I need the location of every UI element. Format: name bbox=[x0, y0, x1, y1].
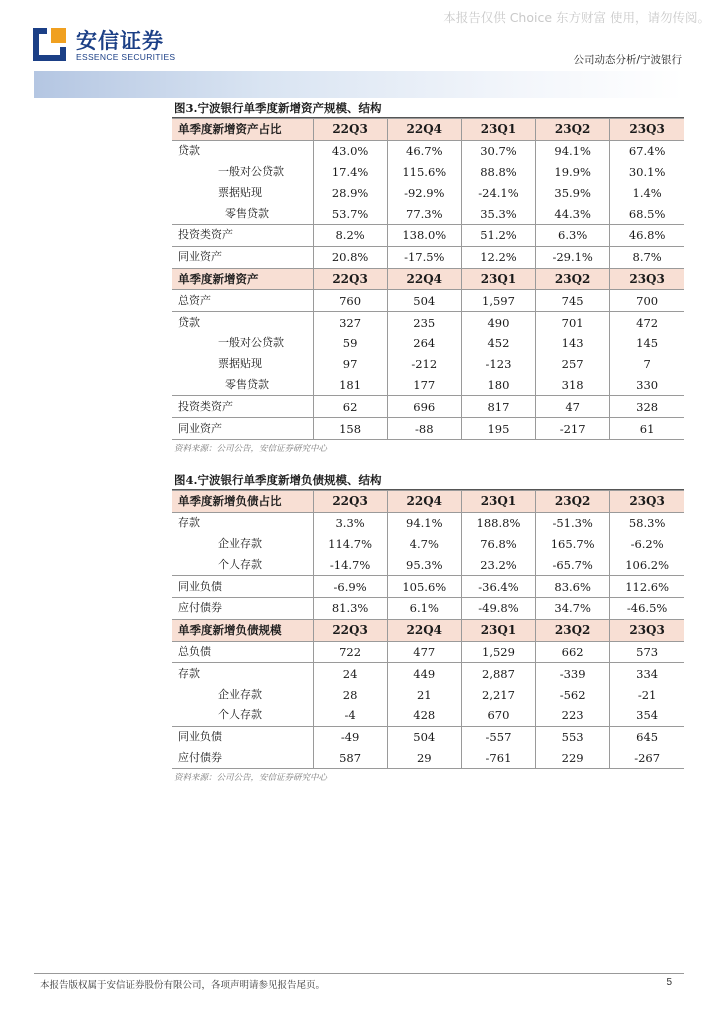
cell: 696 bbox=[387, 396, 461, 418]
figure-4-table bbox=[172, 490, 684, 769]
cell: -212 bbox=[387, 354, 461, 375]
cell: 95.3% bbox=[387, 554, 461, 575]
footer-divider bbox=[34, 973, 684, 974]
cell: -21 bbox=[610, 684, 684, 705]
cell: 472 bbox=[610, 312, 684, 333]
cell: 318 bbox=[536, 375, 610, 396]
row-label: 总资产 bbox=[172, 290, 313, 312]
cell: -4 bbox=[313, 705, 387, 726]
cell: 143 bbox=[536, 333, 610, 354]
cell: -6.2% bbox=[610, 534, 684, 555]
cell: 180 bbox=[461, 375, 535, 396]
cell: 138.0% bbox=[387, 224, 461, 246]
cell: 158 bbox=[313, 418, 387, 440]
cell: 94.1% bbox=[387, 512, 461, 533]
table-row bbox=[172, 162, 684, 183]
cell: 44.3% bbox=[536, 203, 610, 224]
cell: 428 bbox=[387, 705, 461, 726]
cell: 46.7% bbox=[387, 140, 461, 161]
cell: 817 bbox=[461, 396, 535, 418]
table-row bbox=[172, 375, 684, 396]
cell: 145 bbox=[610, 333, 684, 354]
cell: 30.7% bbox=[461, 140, 535, 161]
table-row bbox=[172, 333, 684, 354]
cell: 97 bbox=[313, 354, 387, 375]
cell: 46.8% bbox=[610, 224, 684, 246]
table-row bbox=[172, 726, 684, 747]
cell: 1.4% bbox=[610, 182, 684, 203]
table-row bbox=[172, 354, 684, 375]
cell: 573 bbox=[610, 641, 684, 663]
cell: 112.6% bbox=[610, 576, 684, 598]
cell: 722 bbox=[313, 641, 387, 663]
table-row bbox=[172, 290, 684, 312]
row-label: 企业存款 bbox=[218, 536, 262, 550]
figure-3-table bbox=[172, 118, 684, 440]
cell: 235 bbox=[387, 312, 461, 333]
row-label: 存款 bbox=[172, 512, 313, 533]
row-label: 一般对公贷款 bbox=[218, 336, 284, 350]
cell: 28.9% bbox=[313, 182, 387, 203]
table-row bbox=[172, 534, 684, 555]
table-row bbox=[172, 140, 684, 161]
cell: -217 bbox=[536, 418, 610, 440]
table-row bbox=[172, 705, 684, 726]
cell: 53.7% bbox=[313, 203, 387, 224]
header-cell: 23Q2 bbox=[536, 268, 610, 290]
cell: -761 bbox=[461, 748, 535, 769]
cell: 67.4% bbox=[610, 140, 684, 161]
cell: 43.0% bbox=[313, 140, 387, 161]
footer-disclaimer: 本报告版权属于安信证券股份有限公司，各项声明请参见报告尾页。 bbox=[40, 980, 326, 991]
cell: -49 bbox=[313, 726, 387, 747]
cell: 30.1% bbox=[610, 162, 684, 183]
table-row bbox=[172, 203, 684, 224]
cell: 21 bbox=[387, 684, 461, 705]
brand-name-en: ESSENCE SECURITIES bbox=[76, 52, 176, 62]
table-row bbox=[172, 512, 684, 533]
figure-4 bbox=[172, 472, 684, 783]
row-label: 同业资产 bbox=[172, 246, 313, 268]
cell: 165.7% bbox=[536, 534, 610, 555]
cell: -65.7% bbox=[536, 554, 610, 575]
cell: 35.9% bbox=[536, 182, 610, 203]
cell: 7 bbox=[610, 354, 684, 375]
cell: 1,529 bbox=[461, 641, 535, 663]
table-row bbox=[172, 597, 684, 619]
cell: 35.3% bbox=[461, 203, 535, 224]
cell: -123 bbox=[461, 354, 535, 375]
row-label: 票据贴现 bbox=[218, 357, 262, 371]
page-number: 5 bbox=[666, 977, 672, 988]
cell: -17.5% bbox=[387, 246, 461, 268]
cell: 587 bbox=[313, 748, 387, 769]
table-row bbox=[172, 418, 684, 440]
cell: -88 bbox=[387, 418, 461, 440]
cell: -29.1% bbox=[536, 246, 610, 268]
cell: 6.3% bbox=[536, 224, 610, 246]
header-cell: 单季度新增资产 bbox=[172, 268, 313, 290]
row-label: 投资类资产 bbox=[172, 396, 313, 418]
header-cell: 23Q1 bbox=[461, 119, 535, 141]
header-cell: 单季度新增负债占比 bbox=[172, 491, 313, 513]
cell: -36.4% bbox=[461, 576, 535, 598]
cell: 264 bbox=[387, 333, 461, 354]
row-label: 总负债 bbox=[172, 641, 313, 663]
figure-3-title: 图3.宁波银行单季度新增资产规模、结构 bbox=[172, 100, 684, 118]
cell: 662 bbox=[536, 641, 610, 663]
cell: 490 bbox=[461, 312, 535, 333]
table-header-row bbox=[172, 619, 684, 641]
row-label: 同业负债 bbox=[172, 726, 313, 747]
table-header-row bbox=[172, 268, 684, 290]
watermark: 本报告仅供 Choice 东方财富 使用，请勿传阅。 bbox=[443, 10, 710, 25]
brand-logo bbox=[33, 25, 198, 65]
cell: -92.9% bbox=[387, 182, 461, 203]
row-label: 一般对公贷款 bbox=[218, 164, 284, 178]
cell: 449 bbox=[387, 663, 461, 684]
cell: 229 bbox=[536, 748, 610, 769]
cell: 115.6% bbox=[387, 162, 461, 183]
row-label: 同业资产 bbox=[172, 418, 313, 440]
cell: 223 bbox=[536, 705, 610, 726]
cell: 334 bbox=[610, 663, 684, 684]
header-cell: 23Q3 bbox=[610, 119, 684, 141]
cell: 62 bbox=[313, 396, 387, 418]
cell: 700 bbox=[610, 290, 684, 312]
cell: 51.2% bbox=[461, 224, 535, 246]
cell: -267 bbox=[610, 748, 684, 769]
row-label: 贷款 bbox=[172, 140, 313, 161]
header-cell: 22Q3 bbox=[313, 619, 387, 641]
cell: 1,597 bbox=[461, 290, 535, 312]
header-cell: 23Q2 bbox=[536, 119, 610, 141]
cell: 81.3% bbox=[313, 597, 387, 619]
table-row bbox=[172, 312, 684, 333]
table-row bbox=[172, 748, 684, 769]
cell: 58.3% bbox=[610, 512, 684, 533]
essence-logo-icon bbox=[33, 28, 66, 61]
row-label: 票据贴现 bbox=[218, 185, 262, 199]
header-cell: 22Q4 bbox=[387, 491, 461, 513]
cell: -339 bbox=[536, 663, 610, 684]
header-cell: 23Q1 bbox=[461, 491, 535, 513]
row-label: 存款 bbox=[172, 663, 313, 684]
row-label: 应付债券 bbox=[172, 748, 313, 769]
header-cell: 23Q2 bbox=[536, 619, 610, 641]
row-label: 个人存款 bbox=[218, 708, 262, 722]
table-row bbox=[172, 576, 684, 598]
header-band bbox=[34, 71, 684, 98]
cell: 257 bbox=[536, 354, 610, 375]
row-label: 个人存款 bbox=[218, 557, 262, 571]
cell: 670 bbox=[461, 705, 535, 726]
cell: 83.6% bbox=[536, 576, 610, 598]
cell: 477 bbox=[387, 641, 461, 663]
table-header-row bbox=[172, 119, 684, 141]
row-label: 同业负债 bbox=[172, 576, 313, 598]
table-row bbox=[172, 224, 684, 246]
row-label: 零售贷款 bbox=[225, 377, 269, 391]
header-cell: 22Q3 bbox=[313, 491, 387, 513]
cell: 553 bbox=[536, 726, 610, 747]
table-header-row bbox=[172, 491, 684, 513]
cell: 20.8% bbox=[313, 246, 387, 268]
row-label: 贷款 bbox=[172, 312, 313, 333]
header-cell: 22Q4 bbox=[387, 619, 461, 641]
cell: 328 bbox=[610, 396, 684, 418]
cell: -562 bbox=[536, 684, 610, 705]
header-cell: 23Q2 bbox=[536, 491, 610, 513]
figure-3-source: 资料来源：公司公告，安信证券研究中心 bbox=[174, 443, 328, 454]
table-row bbox=[172, 554, 684, 575]
row-label: 零售贷款 bbox=[225, 206, 269, 220]
header-cell: 单季度新增负债规模 bbox=[172, 619, 313, 641]
cell: 745 bbox=[536, 290, 610, 312]
cell: 760 bbox=[313, 290, 387, 312]
cell: -6.9% bbox=[313, 576, 387, 598]
cell: 29 bbox=[387, 748, 461, 769]
cell: 94.1% bbox=[536, 140, 610, 161]
cell: 8.7% bbox=[610, 246, 684, 268]
cell: 19.9% bbox=[536, 162, 610, 183]
figure-3 bbox=[172, 100, 684, 454]
cell: 330 bbox=[610, 375, 684, 396]
cell: -24.1% bbox=[461, 182, 535, 203]
report-category: 公司动态分析/宁波银行 bbox=[573, 54, 682, 66]
cell: 188.8% bbox=[461, 512, 535, 533]
cell: -51.3% bbox=[536, 512, 610, 533]
cell: 3.3% bbox=[313, 512, 387, 533]
cell: -46.5% bbox=[610, 597, 684, 619]
cell: 47 bbox=[536, 396, 610, 418]
cell: 195 bbox=[461, 418, 535, 440]
table-row bbox=[172, 641, 684, 663]
header-cell: 23Q1 bbox=[461, 268, 535, 290]
brand-name-cn: 安信证券 bbox=[76, 29, 164, 53]
cell: 23.2% bbox=[461, 554, 535, 575]
table-row bbox=[172, 396, 684, 418]
header-cell: 22Q4 bbox=[387, 119, 461, 141]
row-label: 投资类资产 bbox=[172, 224, 313, 246]
header-cell: 22Q4 bbox=[387, 268, 461, 290]
cell: 17.4% bbox=[313, 162, 387, 183]
cell: 8.2% bbox=[313, 224, 387, 246]
header-cell: 22Q3 bbox=[313, 119, 387, 141]
table-row bbox=[172, 663, 684, 684]
cell: 12.2% bbox=[461, 246, 535, 268]
cell: 59 bbox=[313, 333, 387, 354]
cell: 181 bbox=[313, 375, 387, 396]
header-cell: 22Q3 bbox=[313, 268, 387, 290]
table-row bbox=[172, 246, 684, 268]
cell: -14.7% bbox=[313, 554, 387, 575]
cell: 701 bbox=[536, 312, 610, 333]
cell: 2,217 bbox=[461, 684, 535, 705]
cell: 77.3% bbox=[387, 203, 461, 224]
cell: 28 bbox=[313, 684, 387, 705]
header-cell: 23Q3 bbox=[610, 268, 684, 290]
cell: 645 bbox=[610, 726, 684, 747]
cell: 105.6% bbox=[387, 576, 461, 598]
cell: 6.1% bbox=[387, 597, 461, 619]
table-row bbox=[172, 684, 684, 705]
cell: -49.8% bbox=[461, 597, 535, 619]
cell: 106.2% bbox=[610, 554, 684, 575]
cell: 61 bbox=[610, 418, 684, 440]
header-cell: 单季度新增资产占比 bbox=[172, 119, 313, 141]
cell: 2,887 bbox=[461, 663, 535, 684]
cell: 88.8% bbox=[461, 162, 535, 183]
header-cell: 23Q3 bbox=[610, 491, 684, 513]
cell: 452 bbox=[461, 333, 535, 354]
cell: 327 bbox=[313, 312, 387, 333]
row-label: 应付债券 bbox=[172, 597, 313, 619]
cell: 114.7% bbox=[313, 534, 387, 555]
table-row bbox=[172, 182, 684, 203]
cell: 354 bbox=[610, 705, 684, 726]
cell: -557 bbox=[461, 726, 535, 747]
cell: 24 bbox=[313, 663, 387, 684]
cell: 68.5% bbox=[610, 203, 684, 224]
figure-4-source: 资料来源：公司公告，安信证券研究中心 bbox=[174, 773, 328, 784]
cell: 4.7% bbox=[387, 534, 461, 555]
header-cell: 23Q1 bbox=[461, 619, 535, 641]
cell: 76.8% bbox=[461, 534, 535, 555]
header-cell: 23Q3 bbox=[610, 619, 684, 641]
row-label: 企业存款 bbox=[218, 687, 262, 701]
cell: 34.7% bbox=[536, 597, 610, 619]
figure-4-title: 图4.宁波银行单季度新增负债规模、结构 bbox=[172, 472, 684, 490]
cell: 504 bbox=[387, 726, 461, 747]
cell: 177 bbox=[387, 375, 461, 396]
cell: 504 bbox=[387, 290, 461, 312]
